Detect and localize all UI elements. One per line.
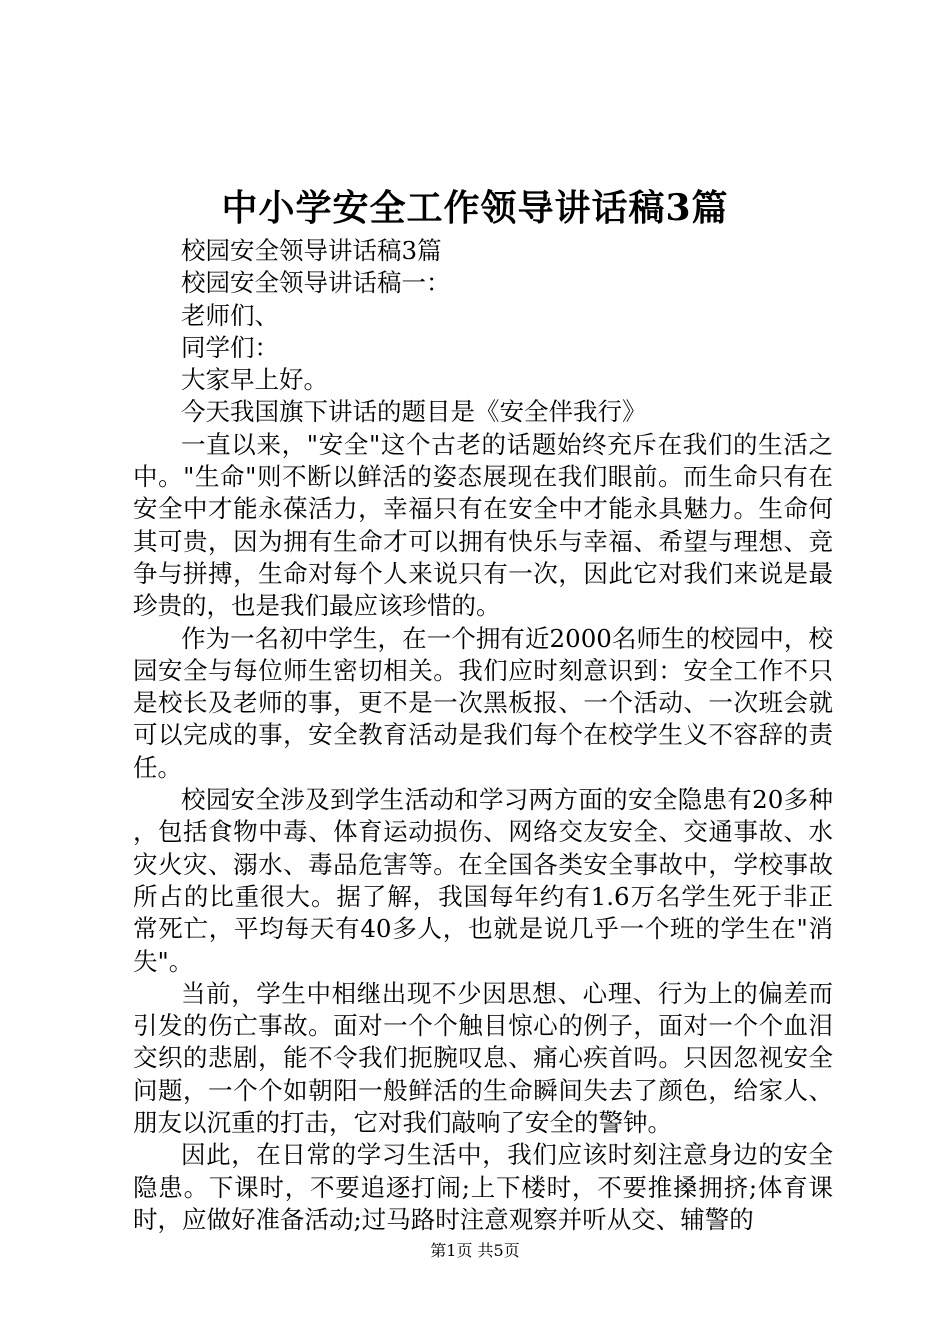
page-footer: 第1页 共5页 <box>430 1241 520 1260</box>
document-body <box>133 235 833 1236</box>
paragraph: 校园安全领导讲话稿一： <box>181 268 451 298</box>
paragraph: 校园安全领导讲话稿3篇 <box>181 236 442 265</box>
paragraph: 因此，在日常的学习生活中，我们应该时刻注意身边的安全隐患。下课时，不要追逐打闹;上下楼时，不要推搡拥挤;体育课时，应做好准备活动;过马路时注意观察并听从交、辅警的 <box>133 1140 833 1234</box>
paragraph: 作为一名初中学生，在一个拥有近2000名师生的校园中，校园安全与每位师生密切相关。我们应时刻意识到：安全工作不只是校长及老师的事，更不是一次黑板报、一个活动、一次班会就可以完成的事，安全教育活动是我们每个在校学生义不容辞的责任。 <box>133 623 833 782</box>
paragraph: 校园安全涉及到学生活动和学习两方面的安全隐患有20多种，包括食物中毒、体育运动损伤、网络交友安全、交通事故、水灾火灾、溺水、毒品危害等。在全国各类安全事故中，学校事故所占的比重很大。据了解，我国每年约有1.6万名学生死于非正常死亡，平均每天有40多人，也就是说几乎一个班的学生在"消失"。 <box>133 785 833 976</box>
paragraph: 今天我国旗下讲话的题目是《安全伴我行》 <box>181 397 647 427</box>
document-title: 中小学安全工作领导讲话稿3篇 <box>221 187 729 229</box>
paragraph: 同学们： <box>181 332 279 362</box>
paragraph: 大家早上好。 <box>181 365 328 395</box>
paragraph: 一直以来，"安全"这个古老的话题始终充斥在我们的生活之中。"生命"则不断以鲜活的姿态展现在我们眼前。而生命只有在安全中才能永葆活力，幸福只有在安全中才能永具魅力。生命何其可贵，因为拥有生命才可以拥有快乐与幸福、希望与理想、竞争与拼搏，生命对每个人来说只有一次，因此它对我们来说是最珍贵的，也是我们最应该珍惜的。 <box>133 429 833 621</box>
paragraph: 当前，学生中相继出现不少因思想、心理、行为上的偏差而引发的伤亡事故。面对一个个触目惊心的例子，面对一个个血泪交织的悲剧，能不令我们扼腕叹息、痛心疾首吗。只因忽视安全问题，一个个如朝阳一般鲜活的生命瞬间失去了颜色，给家人、朋友以沉重的打击，它对我们敲响了安全的警钟。 <box>133 978 833 1138</box>
paragraph: 老师们、 <box>181 300 279 330</box>
